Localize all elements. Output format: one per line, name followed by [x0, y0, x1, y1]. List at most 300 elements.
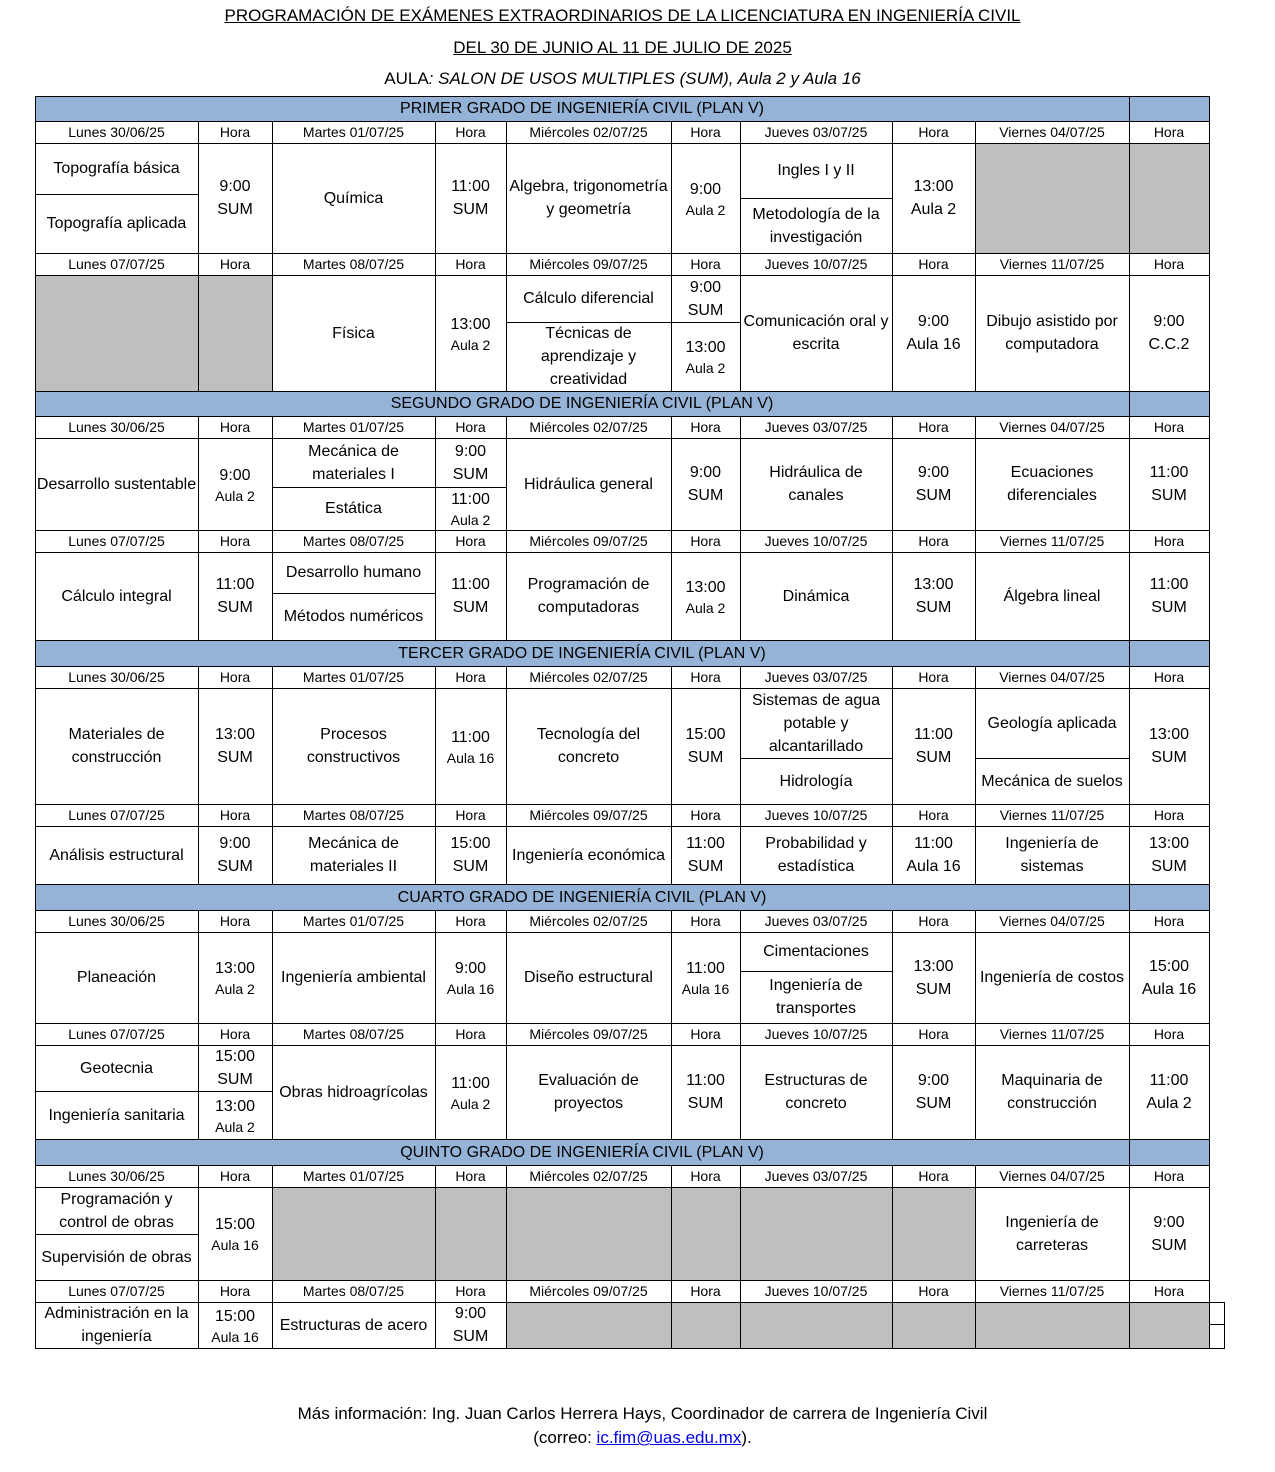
grid-line-v [435, 1165, 436, 1349]
subject-cell: Ingeniería de carreteras [1005, 1213, 1099, 1254]
grid-line-v [35, 1139, 36, 1166]
subject-cell: Geotecnia [80, 1059, 153, 1077]
day-header: Martes 01/07/25 [302, 913, 405, 929]
exam-time-cell [435, 932, 506, 1023]
day-header: Jueves 10/07/25 [764, 807, 868, 823]
hour-header: Hora [1153, 1026, 1185, 1042]
subject-cell: Ingeniería de transportes [769, 977, 863, 1017]
grid-line-v [35, 1165, 36, 1349]
day-header: Viernes 04/07/25 [999, 124, 1105, 140]
exam-room: SUM [915, 487, 952, 504]
grid-line-h [35, 826, 1210, 827]
day-header: Martes 01/07/25 [302, 124, 405, 140]
grid-line-v [892, 416, 893, 641]
day-header: Martes 08/07/25 [302, 1026, 405, 1042]
subject-cell: Diseño estructural [524, 969, 653, 986]
blocked-cell [740, 1302, 975, 1348]
hour-header: Hora [219, 913, 251, 929]
hour-header: Hora [690, 1283, 721, 1299]
day-header: Viernes 11/07/25 [999, 1026, 1105, 1042]
exam-time-cell [435, 438, 506, 487]
subject-cell: Algebra, trigonometría y geometría [509, 178, 668, 218]
exam-room: Aula 16 [906, 858, 961, 875]
subject-cell: Dinámica [782, 587, 850, 605]
hour-header: Hora [690, 419, 721, 435]
hour-header: Hora [219, 807, 251, 823]
grid-line-v [1209, 640, 1210, 667]
grid-line-v [1209, 1139, 1210, 1166]
day-header: Miércoles 02/07/25 [529, 124, 648, 140]
day-header: Lunes 07/07/25 [68, 1283, 165, 1299]
grid-line-h [35, 438, 1210, 439]
subject-cell: Metodología de la investigación [752, 205, 880, 246]
exam-hour: 13:00 [913, 178, 954, 195]
grid-line-h [35, 1280, 1210, 1281]
hour-header: Hora [690, 807, 721, 823]
day-header: Lunes 30/06/25 [68, 669, 165, 685]
exam-time-cell [198, 826, 272, 884]
exam-time-cell [892, 826, 975, 884]
exam-hour: 13:00 [1148, 726, 1190, 743]
exam-room: Aula 16 [906, 336, 961, 353]
hour-header: Hora [918, 124, 949, 140]
grid-line-v [975, 121, 976, 392]
subject-cell: Probabilidad y estadística [765, 835, 867, 875]
day-header: Miércoles 09/07/25 [529, 1026, 648, 1042]
grid-line-h [35, 640, 1210, 641]
day-header: Martes 08/07/25 [302, 807, 405, 823]
exam-hour: 13:00 [913, 957, 954, 975]
grid-line-v [506, 910, 507, 1140]
grid-line-v [1129, 96, 1130, 122]
exam-hour: 9:00 [917, 313, 950, 330]
day-header: Jueves 03/07/25 [764, 913, 868, 929]
day-header: Jueves 10/07/25 [764, 533, 868, 549]
aula-label: AULA [384, 69, 429, 88]
exam-hour: 13:00 [913, 576, 954, 593]
day-header: Viernes 04/07/25 [999, 669, 1105, 685]
grid-line-h [35, 1348, 1210, 1349]
grid-line-v [1209, 416, 1210, 641]
subject-cell: Programación de computadoras [527, 576, 650, 616]
aula-text: : SALON DE USOS MULTIPLES (SUM), Aula 2 y Aula 16 [428, 69, 861, 88]
exam-hour: 9:00 [689, 180, 722, 198]
grid-line-h [671, 322, 741, 323]
grid-line-h [35, 552, 1210, 553]
grid-line-v [740, 666, 741, 885]
subject-cell: Topografía básica [53, 160, 180, 177]
grid-line-h [35, 1165, 1210, 1166]
day-header: Martes 08/07/25 [302, 256, 405, 272]
grid-line-h [35, 530, 1210, 531]
hour-header: Hora [455, 419, 486, 435]
grade-title: SEGUNDO GRADO DE INGENIERÍA CIVIL (PLAN V) [390, 395, 774, 412]
exam-room: SUM [452, 201, 489, 218]
grid-line-v [740, 1165, 741, 1349]
hour-header: Hora [1153, 1168, 1185, 1184]
day-header: Martes 01/07/25 [302, 419, 405, 435]
exam-time-cell [435, 1045, 506, 1139]
grid-line-v [1129, 910, 1130, 1140]
grid-line-v [435, 910, 436, 1140]
exam-time-cell [1129, 438, 1209, 530]
grid-line-v [1129, 640, 1130, 667]
subject-cell: Hidráulica de canales [769, 464, 863, 504]
hour-header: Hora [690, 124, 721, 140]
exam-time-cell [671, 322, 740, 391]
hour-header: Hora [690, 1168, 721, 1184]
grid-line-v [272, 416, 273, 641]
day-header: Viernes 11/07/25 [999, 533, 1105, 549]
exam-time-cell [892, 275, 975, 391]
hour-header: Hora [455, 913, 486, 929]
exam-time-cell [198, 1091, 272, 1139]
exam-hour: 13:00 [685, 578, 726, 596]
hour-header: Hora [918, 669, 949, 685]
exam-room: Aula 2 [685, 599, 726, 616]
grid-line-v [272, 1165, 273, 1349]
grid-line-v [671, 1165, 672, 1349]
hour-header: Hora [219, 533, 251, 549]
grid-line-v [1209, 1165, 1210, 1349]
subject-cell: Mecánica de materiales II [308, 835, 399, 875]
exam-time-cell [198, 552, 272, 640]
day-header: Lunes 30/06/25 [68, 124, 165, 140]
day-header: Jueves 10/07/25 [764, 1026, 868, 1042]
exam-room: SUM [687, 301, 724, 319]
subject-cell: Mecánica de suelos [981, 772, 1123, 790]
exam-hour: 9:00 [1153, 313, 1185, 330]
exam-room: Aula 16 [446, 749, 495, 766]
subject-cell: Análisis estructural [49, 846, 184, 864]
exam-room: Aula 2 [215, 487, 255, 504]
email-prefix: (correo: [533, 1428, 597, 1447]
exam-hour: 9:00 [219, 466, 251, 484]
day-header: Miércoles 09/07/25 [529, 1283, 648, 1299]
subject-cell: Ecuaciones diferenciales [1007, 464, 1097, 504]
day-header: Lunes 07/07/25 [68, 1026, 165, 1042]
exam-room: SUM [915, 599, 952, 616]
blocked-cell [506, 1302, 740, 1348]
grid-line-v [1209, 666, 1210, 885]
grid-line-h [740, 198, 893, 199]
exam-time-cell [892, 552, 975, 640]
subject-cell: Álgebra lineal [1003, 587, 1101, 605]
hour-header: Hora [455, 807, 486, 823]
grid-line-h [740, 758, 893, 759]
hour-header: Hora [918, 1026, 949, 1042]
hour-header: Hora [1153, 913, 1185, 929]
grade-title: PRIMER GRADO DE INGENIERÍA CIVIL (PLAN V) [400, 100, 764, 117]
exam-room: Aula 16 [1141, 980, 1197, 998]
email-link[interactable]: ic.fim@uas.edu.mx [596, 1428, 742, 1447]
subject-cell: Supervisión de obras [41, 1248, 192, 1266]
grid-line-h [1209, 1302, 1225, 1303]
grid-line-h [35, 194, 199, 195]
grid-line-v [198, 910, 199, 1140]
grid-line-v [506, 121, 507, 392]
exam-room: SUM [1151, 749, 1187, 766]
grid-line-v [35, 96, 36, 122]
subject-cell: Física [332, 324, 375, 342]
exam-hour: 9:00 [917, 464, 950, 481]
day-header: Jueves 03/07/25 [764, 124, 868, 140]
grid-line-v [1209, 121, 1210, 392]
grid-line-v [506, 666, 507, 885]
subject-cell: Ingeniería de sistemas [1005, 835, 1099, 875]
exam-hour: 15:00 [1148, 957, 1190, 975]
hour-header: Hora [455, 124, 486, 140]
grid-line-v [671, 910, 672, 1140]
exam-hour: 11:00 [451, 178, 490, 195]
footer [0, 1402, 1275, 1450]
hour-header: Hora [918, 807, 949, 823]
hour-header: Hora [1153, 419, 1185, 435]
exam-room: Aula 2 [450, 512, 491, 528]
subject-cell: Técnicas de aprendizaje y creatividad [540, 325, 637, 388]
grid-line-h [35, 910, 1210, 911]
day-header: Miércoles 02/07/25 [529, 913, 648, 929]
exam-time-cell [198, 688, 272, 804]
day-header: Martes 08/07/25 [302, 1283, 405, 1299]
grid-line-v [1209, 96, 1210, 122]
email-suffix: ). [741, 1428, 752, 1447]
subject-cell: Hidrología [779, 772, 853, 790]
exam-time-cell [671, 143, 740, 253]
day-header: Viernes 11/07/25 [999, 256, 1105, 272]
exam-hour: 15:00 [214, 1048, 256, 1065]
day-header: Lunes 30/06/25 [68, 913, 165, 929]
day-header: Martes 01/07/25 [302, 1168, 405, 1184]
grid-line-h [35, 932, 1210, 933]
exam-hour: 13:00 [685, 339, 726, 356]
exam-hour: 11:00 [451, 576, 490, 593]
exam-time-cell [435, 826, 506, 884]
exam-hour: 15:00 [450, 835, 491, 852]
exam-time-cell [1129, 688, 1209, 804]
hour-header: Hora [918, 913, 949, 929]
grid-line-v [1129, 1165, 1130, 1349]
hour-header: Hora [219, 419, 251, 435]
exam-room: SUM [452, 465, 489, 483]
grid-line-v [892, 666, 893, 885]
day-header: Viernes 11/07/25 [999, 807, 1105, 823]
blocked-cell [35, 275, 272, 391]
exam-room: C.C.2 [1148, 336, 1190, 353]
grid-line-h [35, 1139, 1210, 1140]
exam-room: Aula 2 [450, 1095, 491, 1112]
subject-cell: Dibujo asistido por computadora [986, 313, 1118, 353]
subject-cell: Ingles I y II [777, 162, 855, 179]
grid-line-v [198, 121, 199, 392]
grid-line-v [740, 910, 741, 1140]
grid-line-v [35, 910, 36, 1140]
exam-hour: 11:00 [451, 728, 490, 746]
day-header: Lunes 30/06/25 [68, 419, 165, 435]
exam-time-cell [1129, 1045, 1209, 1139]
exam-room: SUM [915, 1095, 952, 1112]
exam-time-cell [1129, 552, 1209, 640]
grid-line-v [1209, 391, 1210, 417]
grid-line-h [35, 688, 1210, 689]
grid-line-h [35, 1234, 199, 1235]
subject-cell: Comunicación oral y escrita [743, 313, 889, 353]
exam-hour: 15:00 [685, 726, 726, 743]
grid-line-v [740, 121, 741, 392]
subject-cell: Evaluación de proyectos [538, 1072, 639, 1112]
email-line [0, 1426, 1275, 1450]
hour-header: Hora [690, 1026, 721, 1042]
hour-header: Hora [1153, 1283, 1185, 1299]
grid-line-h [272, 487, 436, 488]
subject-cell: Ingeniería ambiental [281, 969, 426, 986]
exam-room: SUM [687, 749, 724, 766]
blocked-cell [506, 1187, 740, 1280]
exam-hour: 13:00 [214, 1097, 256, 1115]
grid-line-v [1129, 121, 1130, 392]
subject-cell: Topografía aplicada [46, 215, 187, 232]
exam-hour: 9:00 [454, 1305, 487, 1322]
exam-room: Aula 2 [910, 201, 957, 218]
exam-time-cell [1129, 826, 1209, 884]
grid-line-v [975, 416, 976, 641]
grid-line-v [35, 666, 36, 885]
subject-cell: Cimentaciones [763, 943, 869, 960]
exam-hour: 9:00 [454, 960, 487, 977]
exam-room: SUM [1151, 599, 1187, 616]
exam-time-cell [671, 438, 740, 530]
day-header: Viernes 04/07/25 [999, 913, 1105, 929]
exam-time-cell [198, 1187, 272, 1280]
grid-line-h [35, 1302, 1210, 1303]
exam-room: Aula 2 [215, 1118, 255, 1135]
grid-line-h [35, 1091, 199, 1092]
grid-line-v [892, 1165, 893, 1349]
day-header: Viernes 11/07/25 [999, 1283, 1105, 1299]
grid-line-v [975, 910, 976, 1140]
grid-line-v [975, 1165, 976, 1349]
grid-line-h [35, 884, 1210, 885]
exam-hour: 11:00 [686, 835, 725, 852]
hour-header: Hora [219, 1026, 251, 1042]
grid-line-v [1129, 666, 1130, 885]
grid-line-h [506, 322, 672, 323]
grid-line-h [35, 253, 1210, 254]
subject-cell: Planeación [76, 969, 157, 986]
blocked-cell [272, 1187, 506, 1280]
subject-cell: Obras hidroagrícolas [279, 1083, 428, 1101]
exam-room: Aula 2 [685, 201, 726, 218]
blocked-cell [740, 1187, 975, 1280]
exam-time-cell [435, 688, 506, 804]
subject-cell: Desarrollo sustentable [36, 475, 197, 493]
exam-room: Aula 16 [446, 981, 495, 997]
subject-cell: Mecánica de materiales I [308, 442, 399, 483]
grid-line-v [975, 666, 976, 885]
grid-line-v [506, 1165, 507, 1349]
hour-header: Hora [219, 1168, 251, 1184]
hour-header: Hora [455, 669, 486, 685]
hour-header: Hora [918, 1283, 949, 1299]
exam-hour: 15:00 [214, 1216, 256, 1233]
hour-header: Hora [219, 669, 251, 685]
grid-line-h [1209, 1324, 1225, 1325]
exam-room: Aula 2 [685, 360, 726, 376]
exam-room: SUM [452, 1328, 489, 1345]
exam-time-cell [435, 275, 506, 391]
day-header: Lunes 07/07/25 [68, 533, 165, 549]
exam-time-cell [198, 932, 272, 1023]
day-header: Martes 08/07/25 [302, 533, 405, 549]
exam-hour: 13:00 [214, 726, 256, 743]
blocked-cell [975, 1302, 1209, 1348]
grid-line-v [35, 391, 36, 417]
hour-header: Hora [455, 533, 486, 549]
exam-time-cell [198, 143, 272, 253]
exam-hour: 11:00 [686, 1072, 725, 1089]
exam-room: Aula 16 [681, 981, 730, 997]
day-header: Jueves 03/07/25 [764, 1168, 868, 1184]
subject-cell: Administración en la ingeniería [44, 1305, 189, 1345]
exam-hour: 11:00 [1149, 1072, 1189, 1089]
exam-room: SUM [1151, 487, 1187, 504]
subject-cell: Materiales de construcción [68, 726, 165, 766]
exam-time-cell [892, 438, 975, 530]
exam-room: SUM [687, 858, 724, 875]
grid-line-v [435, 416, 436, 641]
hour-header: Hora [918, 419, 949, 435]
exam-time-cell [435, 1302, 506, 1348]
exam-hour: 9:00 [219, 178, 251, 195]
hour-header: Hora [1153, 669, 1185, 685]
subject-cell: Cálculo integral [61, 587, 172, 605]
grid-line-h [435, 487, 507, 488]
exam-hour: 9:00 [1153, 1213, 1185, 1231]
hour-header: Hora [219, 1283, 251, 1299]
exam-room: SUM [217, 858, 253, 875]
exam-time-cell [198, 1045, 272, 1091]
day-header: Jueves 10/07/25 [764, 1283, 868, 1299]
hour-header: Hora [455, 1283, 486, 1299]
subject-cell: Métodos numéricos [283, 608, 424, 625]
day-header: Jueves 03/07/25 [764, 669, 868, 685]
exam-hour: 11:00 [914, 726, 953, 743]
grade-title: TERCER GRADO DE INGENIERÍA CIVIL (PLAN V) [398, 644, 766, 662]
day-header: Miércoles 09/07/25 [529, 533, 648, 549]
hour-header: Hora [219, 124, 251, 140]
day-header: Viernes 04/07/25 [999, 1168, 1105, 1184]
exam-hour: 11:00 [451, 491, 490, 508]
exam-time-cell [198, 438, 272, 530]
exam-time-cell [435, 143, 506, 253]
exam-room: Aula 2 [215, 981, 255, 997]
day-header: Lunes 30/06/25 [68, 1168, 165, 1184]
exam-hour: 15:00 [214, 1307, 256, 1325]
subject-cell: Cálculo diferencial [523, 290, 654, 307]
grid-line-v [1129, 416, 1130, 641]
grid-line-v [1129, 1139, 1130, 1166]
day-header: Miércoles 02/07/25 [529, 1168, 648, 1184]
subject-cell: Ingeniería económica [512, 846, 665, 864]
grid-line-v [35, 884, 36, 911]
exam-time-cell [671, 932, 740, 1023]
subject-cell: Ingeniería sanitaria [48, 1106, 185, 1124]
hour-header: Hora [1153, 533, 1185, 549]
exam-time-cell [435, 487, 506, 530]
grid-line-h [35, 391, 1210, 392]
document-title: PROGRAMACIÓN DE EXÁMENES EXTRAORDINARIOS DE LA LICENCIATURA EN INGENIERÍA CIVIL [224, 6, 1021, 25]
grid-line-v [1209, 884, 1210, 911]
